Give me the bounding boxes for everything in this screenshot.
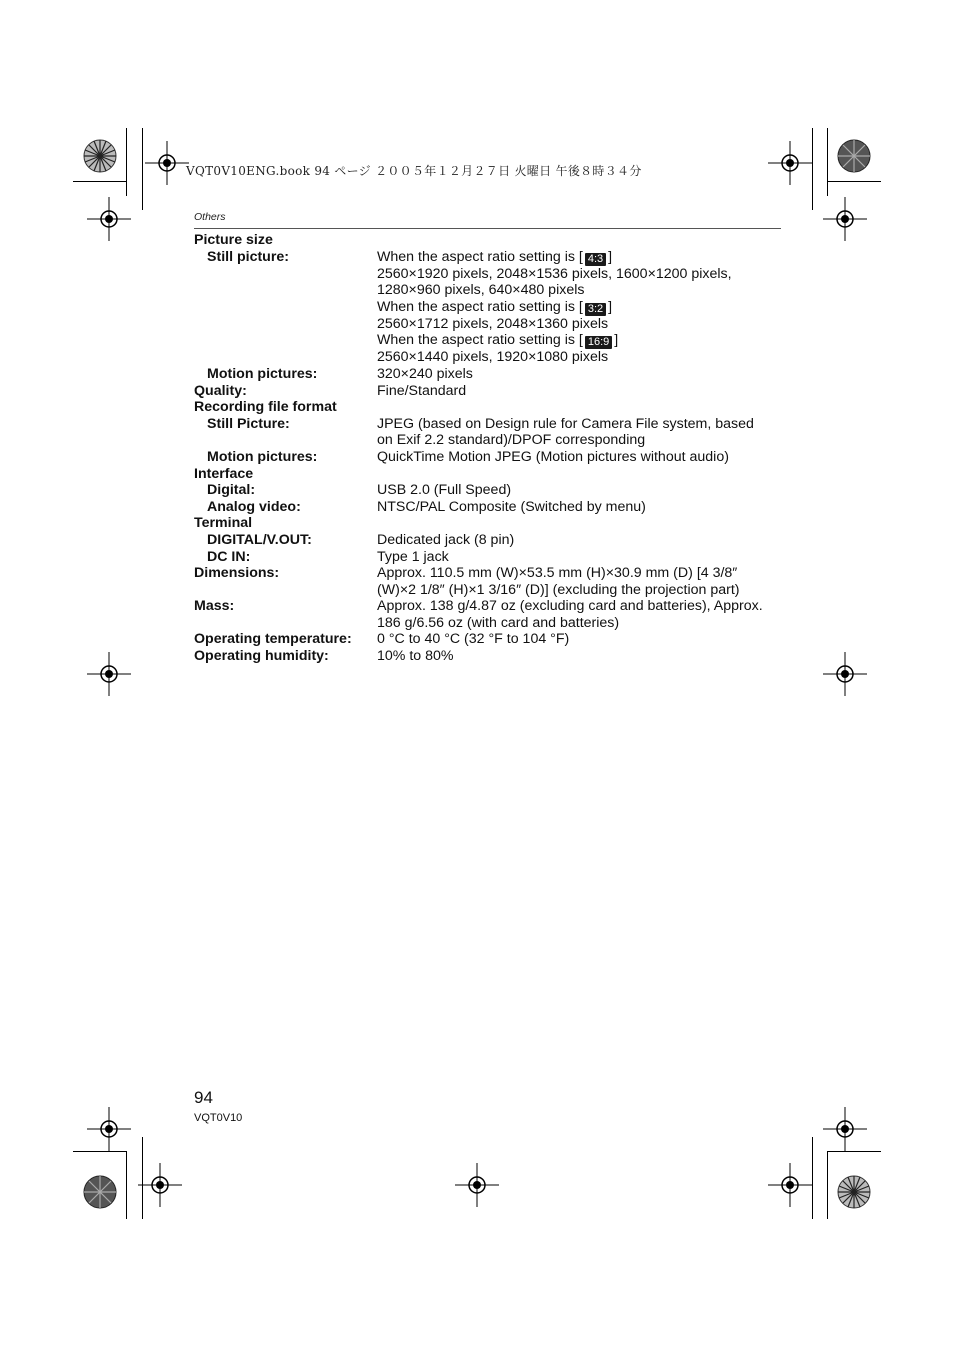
spec-value-line <box>377 316 784 333</box>
registration-target-icon <box>145 141 189 185</box>
spec-value-line <box>377 631 784 648</box>
spec-label: Quality: <box>194 382 247 399</box>
spec-row <box>194 549 784 566</box>
document-code: VQT0V10 <box>194 1112 243 1124</box>
spec-label: Still picture: <box>207 248 289 265</box>
spec-value-text: Approx. 138 g/4.87 oz (excluding card and batteries), Approx. <box>377 598 763 615</box>
spec-value-text: NTSC/PAL Composite (Switched by menu) <box>377 498 646 515</box>
spec-value <box>377 515 784 532</box>
spec-value-text: USB 2.0 (Full Speed) <box>377 482 512 499</box>
registration-target-icon <box>87 652 131 696</box>
starburst-target-icon <box>83 139 117 173</box>
spec-label: DIGITAL/V.OUT: <box>207 531 312 548</box>
print-meta-line: VQT0V10ENG.book 94 ページ ２００５年１２月２７日 火曜日 午後８時３４分 <box>186 164 642 178</box>
spec-label: Picture size <box>194 232 273 248</box>
spec-value-text: on Exif 2.2 standard)/DPOF corresponding <box>377 432 646 449</box>
crop-line <box>827 181 881 182</box>
registration-target-icon <box>138 1163 182 1207</box>
spec-row <box>194 532 784 549</box>
spec-value-line <box>377 282 784 299</box>
spec-value <box>377 565 784 598</box>
spec-value-line <box>377 249 784 266</box>
spec-value-suffix: ] <box>608 248 613 265</box>
spec-row <box>194 499 784 516</box>
spec-value-line <box>377 366 784 383</box>
spec-label: Recording file format <box>194 399 337 416</box>
spec-value <box>377 648 784 665</box>
spec-value-line <box>377 349 784 366</box>
spec-value <box>377 383 784 400</box>
spec-value-line <box>377 598 784 615</box>
spec-value-text: Fine/Standard <box>377 382 467 399</box>
registration-target-icon <box>87 197 131 241</box>
spec-value-text: When the aspect ratio setting is [ <box>377 248 583 265</box>
spec-value-suffix: ] <box>608 298 613 315</box>
aspect-ratio-badge: 3:2 <box>585 303 606 316</box>
spec-label: Operating temperature: <box>194 631 352 648</box>
spec-label: Motion pictures: <box>207 448 318 465</box>
spec-value-text: 320×240 pixels <box>377 365 473 382</box>
spec-row <box>194 482 784 499</box>
spec-row <box>194 383 784 400</box>
spec-value-text: JPEG (based on Design rule for Camera File system, based <box>377 415 754 432</box>
spec-value <box>377 399 784 416</box>
registration-target-icon <box>455 1163 499 1207</box>
spec-label: Mass: <box>194 598 235 615</box>
starburst-target-icon <box>837 139 871 173</box>
registration-target-icon <box>768 1163 812 1207</box>
aspect-ratio-badge: 4:3 <box>585 253 606 266</box>
spec-value-text: Type 1 jack <box>377 548 449 565</box>
spec-value <box>377 532 784 549</box>
spec-value <box>377 549 784 566</box>
spec-value-line <box>377 532 784 549</box>
spec-value-text: 2560×1440 pixels, 1920×1080 pixels <box>377 349 609 366</box>
crop-line <box>126 1151 127 1219</box>
spec-value-line <box>377 266 784 283</box>
crop-line <box>812 1137 813 1219</box>
crop-line <box>827 128 828 196</box>
spec-value-suffix: ] <box>614 332 619 349</box>
crop-line <box>142 128 143 210</box>
aspect-ratio-badge: 16:9 <box>585 336 612 349</box>
registration-target-icon <box>87 1107 131 1151</box>
spec-value-text: 10% to 80% <box>377 648 454 665</box>
spec-value <box>377 631 784 648</box>
spec-row <box>194 416 784 449</box>
spec-row <box>194 648 784 665</box>
spec-value-text: When the aspect ratio setting is [ <box>377 298 583 315</box>
spec-value <box>377 249 784 366</box>
spec-list <box>194 232 784 665</box>
spec-row <box>194 249 784 366</box>
crop-line <box>827 1151 881 1152</box>
registration-target-icon <box>823 197 867 241</box>
spec-label: Operating humidity: <box>194 648 329 665</box>
spec-value-text: 1280×960 pixels, 640×480 pixels <box>377 282 585 299</box>
spec-value-text: Approx. 110.5 mm (W)×53.5 mm (H)×30.9 mm (D) [4 3/8″ <box>377 565 738 582</box>
spec-label: Digital: <box>207 482 256 499</box>
spec-label: Dimensions: <box>194 565 280 582</box>
spec-value-line <box>377 549 784 566</box>
spec-row <box>194 232 784 249</box>
spec-row <box>194 466 784 483</box>
starburst-target-icon <box>837 1175 871 1209</box>
spec-value-line <box>377 332 784 349</box>
spec-value-text: QuickTime Motion JPEG (Motion pictures without audio) <box>377 448 729 465</box>
spec-label: Still Picture: <box>207 415 290 432</box>
spec-value-text: 186 g/6.56 oz (with card and batteries) <box>377 614 620 631</box>
spec-value-line <box>377 582 784 599</box>
spec-value-line <box>377 383 784 400</box>
spec-row <box>194 631 784 648</box>
spec-value-line <box>377 615 784 632</box>
spec-label: Interface <box>194 465 254 482</box>
section-label: Others <box>194 211 226 223</box>
page-number: 94 <box>194 1088 213 1107</box>
header-rule <box>194 228 781 229</box>
registration-target-icon <box>768 141 812 185</box>
spec-value <box>377 366 784 383</box>
spec-value-text: 0 °C to 40 °C (32 °F to 104 °F) <box>377 631 570 648</box>
spec-value <box>377 232 784 249</box>
spec-row <box>194 515 784 532</box>
spec-value-line <box>377 299 784 316</box>
crop-line <box>827 1151 828 1219</box>
spec-label: Terminal <box>194 515 253 532</box>
starburst-target-icon <box>83 1175 117 1209</box>
spec-row <box>194 565 784 598</box>
crop-line <box>126 128 127 196</box>
spec-value-line <box>377 482 784 499</box>
spec-label: Motion pictures: <box>207 365 318 382</box>
spec-value-line <box>377 565 784 582</box>
spec-value-text: When the aspect ratio setting is [ <box>377 332 583 349</box>
spec-row <box>194 449 784 466</box>
spec-value-line <box>377 499 784 516</box>
crop-line <box>73 181 127 182</box>
spec-row <box>194 598 784 631</box>
registration-target-icon <box>823 652 867 696</box>
crop-line <box>812 128 813 210</box>
spec-value-line <box>377 449 784 466</box>
spec-label: DC IN: <box>207 548 251 565</box>
spec-value-line <box>377 648 784 665</box>
spec-value-text: 2560×1920 pixels, 2048×1536 pixels, 1600×1200 pixels, <box>377 265 732 282</box>
spec-label: Analog video: <box>207 498 301 515</box>
registration-target-icon <box>823 1107 867 1151</box>
spec-value-line <box>377 432 784 449</box>
spec-row <box>194 399 784 416</box>
spec-value-text: Dedicated jack (8 pin) <box>377 531 515 548</box>
spec-value <box>377 449 784 466</box>
spec-value-text: (W)×2 1/8″ (H)×1 3/16″ (D)] (excluding the projection part) <box>377 581 740 598</box>
spec-value <box>377 416 784 449</box>
crop-line <box>73 1151 127 1152</box>
spec-value <box>377 466 784 483</box>
spec-value-text: 2560×1712 pixels, 2048×1360 pixels <box>377 315 609 332</box>
spec-value-line <box>377 416 784 433</box>
spec-row <box>194 366 784 383</box>
spec-value <box>377 482 784 499</box>
spec-value <box>377 598 784 631</box>
spec-value <box>377 499 784 516</box>
